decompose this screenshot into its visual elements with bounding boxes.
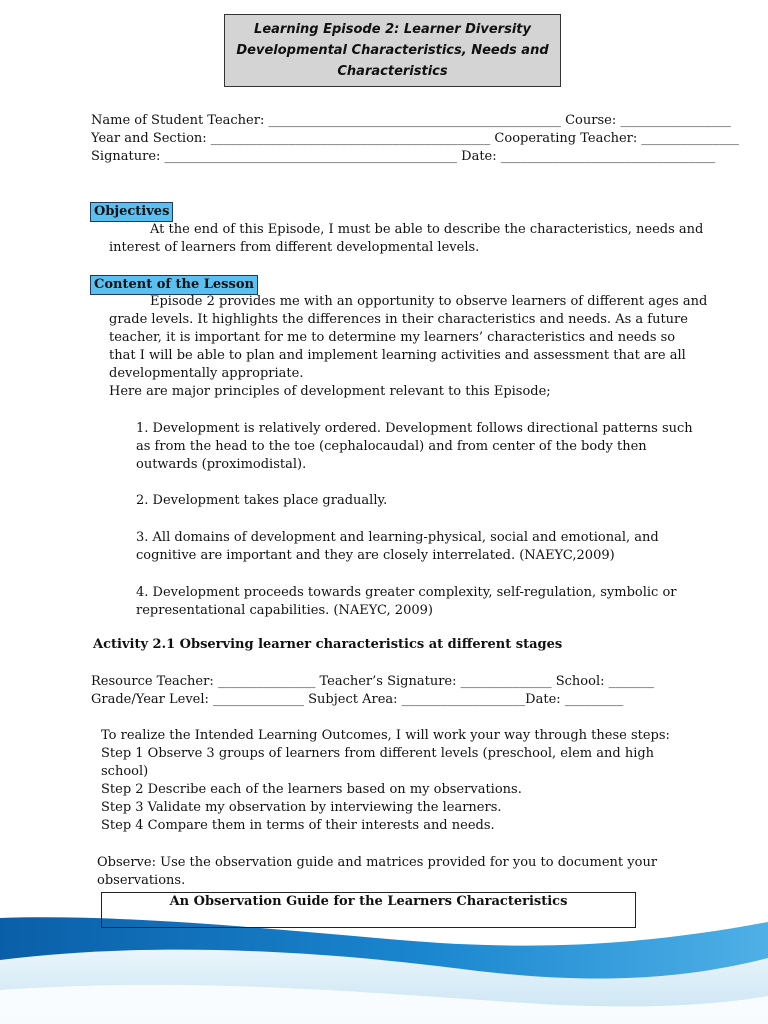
activity-heading: Activity 2.1 Observing learner characteristics at different stages	[93, 637, 563, 652]
principle-1-line-2: as from the head to the toe (cephalocaudal) and from center of the body then	[136, 439, 647, 454]
observation-guide-title: An Observation Guide for the Learners Characteristics	[169, 894, 568, 909]
activity-row-grade-level: Grade/Year Level: ______________ Subject Area: ___________________Date: _________	[91, 692, 624, 707]
content-heading: Content of the Lesson	[90, 275, 258, 295]
principle-1-line-1: 1. Development is relatively ordered. Development follows directional patterns such	[136, 421, 693, 436]
principle-4-line-1: 4. Development proceeds towards greater complexity, self-regulation, symbolic or	[136, 585, 677, 600]
step-4: Step 4 Compare them in terms of their interests and needs.	[101, 818, 495, 833]
principle-2-line-1: 2. Development takes place gradually.	[136, 493, 388, 508]
step-2: Step 2 Describe each of the learners based on my observations.	[101, 782, 522, 797]
step-1-line-1: Step 1 Observe 3 groups of learners from different levels (preschool, elem and high	[101, 746, 655, 761]
step-3: Step 3 Validate my observation by interviewing the learners.	[101, 800, 502, 815]
objectives-line-2: interest of learners from different developmental levels.	[109, 240, 480, 255]
observe-line-1: Observe: Use the observation guide and matrices provided for you to document your	[97, 855, 658, 870]
form-row-year-cooperating: Year and Section: ___________________________________________ Cooperating Teacher: _______________	[91, 131, 739, 146]
content-line-2: grade levels. It highlights the differences in their characteristics and needs. As a future	[109, 312, 688, 327]
form-row-signature-date: Signature: _____________________________________________ Date: _________________________________	[91, 149, 716, 164]
content-line-6: Here are major principles of development relevant to this Episode;	[109, 384, 551, 399]
content-line-3: teacher, it is important for me to determine my learners’ characteristics and needs so	[109, 330, 676, 345]
observation-guide-box	[101, 892, 636, 928]
principle-3-line-1: 3. All domains of development and learning-physical, social and emotional, and	[136, 530, 659, 545]
principle-3-line-2: cognitive are important and they are closely interrelated. (NAEYC,2009)	[136, 548, 615, 563]
title-line-2: Developmental Characteristics, Needs and	[236, 43, 549, 58]
principle-1-line-3: outwards (proximodistal).	[136, 457, 307, 472]
observe-line-2: observations.	[97, 873, 186, 888]
title-line-1: Learning Episode 2: Learner Diversity	[254, 22, 531, 37]
objectives-heading: Objectives	[90, 202, 173, 222]
activity-row-resource-teacher: Resource Teacher: _______________ Teacher’s Signature: ______________ School: _______	[91, 674, 655, 689]
content-line-4: that I will be able to plan and implement learning activities and assessment that are all	[109, 348, 686, 363]
form-row-name-course: Name of Student Teacher: _____________________________________________ Course: _________________	[91, 113, 731, 128]
step-1-line-2: school)	[101, 764, 149, 779]
objectives-line-1: At the end of this Episode, I must be able to describe the characteristics, needs and	[150, 222, 704, 237]
principle-4-line-2: representational capabilities. (NAEYC, 2009)	[136, 603, 433, 618]
steps-intro: To realize the Intended Learning Outcomes, I will work your way through these steps:	[101, 728, 670, 743]
content-line-1: Episode 2 provides me with an opportunity to observe learners of different ages and	[150, 294, 708, 309]
episode-title-box	[224, 14, 561, 87]
content-line-5: developmentally appropriate.	[109, 366, 304, 381]
title-line-3: Characteristics	[337, 64, 448, 79]
